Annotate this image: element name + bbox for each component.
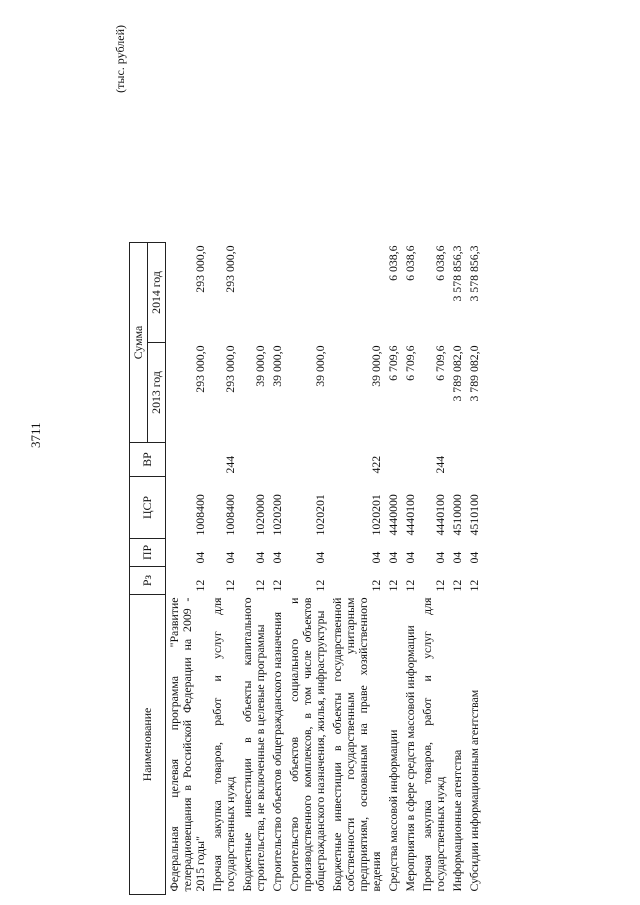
row-csr: 4440000: [386, 494, 400, 536]
row-pr: 04: [467, 551, 481, 564]
budget-table: [129, 242, 483, 895]
row-vr: [385, 443, 402, 477]
row-csr: 1020000: [253, 494, 267, 536]
row-rz: 12: [193, 579, 207, 592]
row-csr: 1020201: [313, 494, 327, 536]
row-name: Бюджетные инвестиции в объекты капитального строительства, не включенные в целевые программы: [240, 597, 267, 892]
table-row: [449, 243, 466, 895]
row-pr: 04: [223, 551, 237, 564]
row-name: Субсидии информационным агентствам: [467, 689, 481, 892]
row-pr: 04: [403, 551, 417, 564]
row-sum-2013: 3 789 082,0: [467, 345, 481, 402]
row-rz: 12: [433, 579, 447, 592]
row-sum-2014: 293 000,0: [193, 245, 207, 293]
table-header: [130, 243, 166, 895]
row-vr: [466, 443, 483, 477]
row-sum-2014: 6 038,6: [403, 245, 417, 281]
row-csr: 4440100: [433, 494, 447, 536]
table-row: [239, 243, 269, 895]
row-sum-2014: 6 038,6: [433, 245, 447, 281]
row-vr: [269, 443, 286, 477]
row-pr: 04: [270, 551, 284, 564]
row-rz: 12: [270, 579, 284, 592]
header-name: Наименование: [130, 595, 166, 895]
row-sum-2014: [239, 243, 269, 343]
row-csr: 4510100: [467, 494, 481, 536]
table-row: [419, 243, 449, 895]
table-row: [209, 243, 239, 895]
row-vr: 244: [223, 455, 237, 474]
row-sum-2014: [269, 243, 286, 343]
row-sum-2013: 39 000,0: [270, 345, 284, 387]
table-row: [385, 243, 402, 895]
row-csr: 1008400: [223, 494, 237, 536]
row-vr: [166, 443, 210, 477]
row-sum-2014: [329, 243, 385, 343]
row-vr: [286, 443, 329, 477]
row-pr: 04: [193, 551, 207, 564]
row-pr: 04: [253, 551, 267, 564]
header-sum: Сумма: [130, 243, 148, 443]
row-sum-2014: 3 578 856,3: [450, 245, 464, 302]
units-note: (тыс. рублей): [113, 25, 127, 93]
row-rz: 12: [386, 579, 400, 592]
row-pr: 04: [313, 551, 327, 564]
row-rz: 12: [467, 579, 481, 592]
header-rz: Рз: [130, 567, 166, 595]
row-vr: [239, 443, 269, 477]
row-csr: 1020201: [369, 494, 383, 536]
row-vr: [402, 443, 419, 477]
row-vr: 244: [433, 455, 447, 474]
header-csr: ЦСР: [130, 477, 166, 539]
table-row: [166, 243, 210, 895]
row-rz: 12: [313, 579, 327, 592]
row-pr: 04: [450, 551, 464, 564]
row-sum-2013: 39 000,0: [313, 345, 327, 387]
row-rz: 12: [223, 579, 237, 592]
row-vr: 422: [369, 455, 383, 474]
table-row: [329, 243, 385, 895]
row-pr: 04: [386, 551, 400, 564]
row-name: Прочая закупка товаров, работ и услуг для государственных нужд: [420, 597, 447, 892]
row-name: Средства массовой информации: [386, 729, 400, 892]
row-name: Информационные агентства: [450, 749, 464, 892]
row-rz: 12: [369, 579, 383, 592]
row-sum-2013: 6 709,6: [433, 345, 447, 381]
header-year-2014: 2014 год: [148, 243, 166, 343]
table-row: [402, 243, 419, 895]
table-body: [166, 243, 484, 895]
row-sum-2014: 293 000,0: [223, 245, 237, 293]
row-sum-2014: 3 578 856,3: [467, 245, 481, 302]
page-number: 3711: [28, 422, 43, 448]
row-csr: 4440100: [403, 494, 417, 536]
row-name: Мероприятия в сфере средств массовой информации: [403, 625, 417, 892]
row-name: Федеральная целевая программа "Развитие телерадиовещания в Российской Федерации на 2009 - 2015 годы": [167, 597, 207, 892]
row-sum-2013: 39 000,0: [369, 345, 383, 387]
table-row: [466, 243, 483, 895]
row-csr: 1020200: [270, 494, 284, 536]
row-rz: 12: [403, 579, 417, 592]
header-vr: ВР: [130, 443, 166, 477]
row-rz: 12: [450, 579, 464, 592]
row-sum-2013: 6 709,6: [386, 345, 400, 381]
row-name: Бюджетные инвестиции в объекты государственной собственности государственным унитарным предприятиям, основанным на праве хозяйственного ведения: [330, 597, 383, 892]
header-pr: ПР: [130, 539, 166, 567]
row-rz: 12: [253, 579, 267, 592]
row-sum-2014: [286, 243, 329, 343]
landscape-sheet: [115, 25, 575, 895]
row-sum-2014: 6 038,6: [386, 245, 400, 281]
table-row: [286, 243, 329, 895]
table-row: [269, 243, 286, 895]
row-pr: 04: [433, 551, 447, 564]
row-name: Строительство объектов социального и производственного комплексов, в том числе объектов общегражданского назначения, жилья, инфраструктуры: [287, 597, 327, 892]
row-sum-2013: 6 709,6: [403, 345, 417, 381]
row-sum-2013: 39 000,0: [253, 345, 267, 387]
row-sum-2013: 3 789 082,0: [450, 345, 464, 402]
row-csr: 1008400: [193, 494, 207, 536]
row-sum-2013: 293 000,0: [193, 345, 207, 393]
row-sum-2013: 293 000,0: [223, 345, 237, 393]
row-name: Строительство объектов общегражданского назначения: [270, 611, 284, 892]
row-csr: 4510000: [450, 494, 464, 536]
header-year-2013: 2013 год: [148, 343, 166, 443]
row-vr: [449, 443, 466, 477]
row-name: Прочая закупка товаров, работ и услуг для государственных нужд: [210, 597, 237, 892]
row-pr: 04: [369, 551, 383, 564]
